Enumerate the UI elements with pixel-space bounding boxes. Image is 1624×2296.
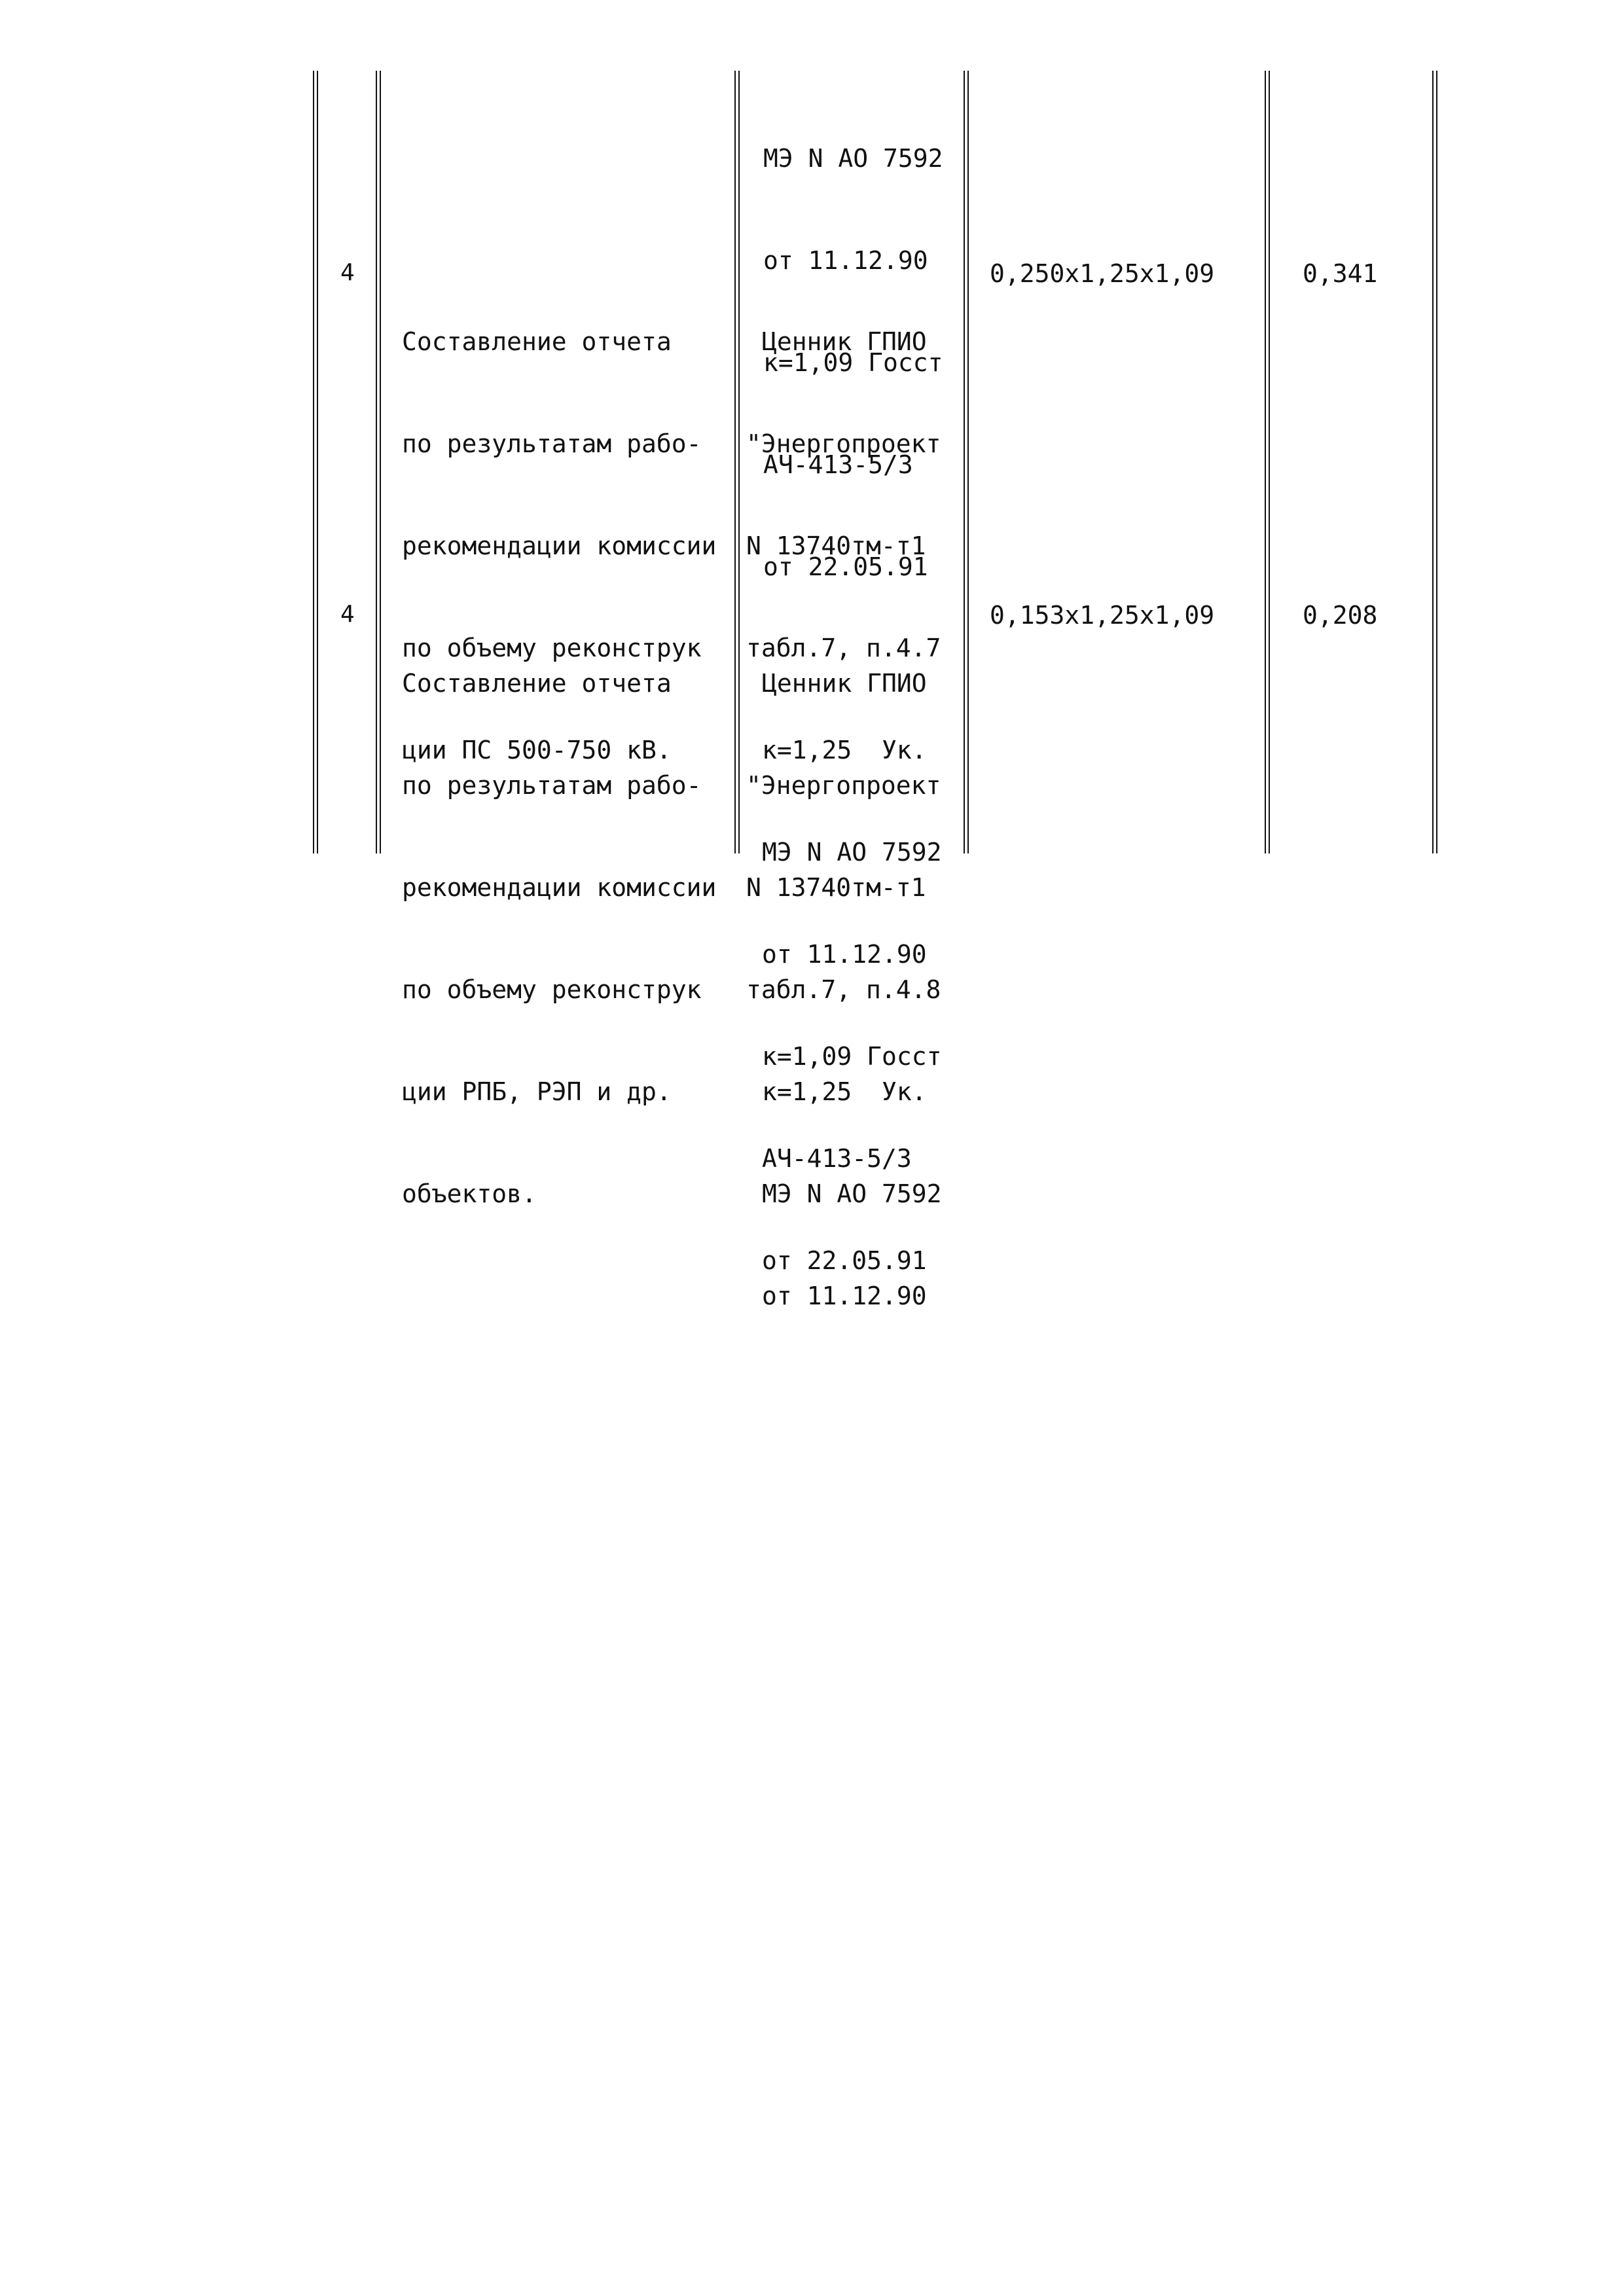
table-row-2-value: 0,208 (1303, 601, 1378, 630)
source-line: к=1,09 Госст (762, 1042, 942, 1071)
table-row-2-source (746, 598, 942, 1381)
table-border-right (1432, 71, 1437, 853)
source-line: "Энергопроект (746, 771, 941, 800)
column-divider-4 (1265, 71, 1270, 853)
table-row-1-number: 4 (340, 259, 355, 286)
source-line: от 11.12.90 (762, 1282, 927, 1310)
description-line: ции ПС 500-750 кВ. (402, 736, 672, 764)
source-line: от 11.12.90 (763, 246, 928, 275)
table-row-1-value: 0,341 (1303, 259, 1378, 288)
source-line: от 22.05.91 (763, 552, 928, 581)
source-line: МЭ N АО 7592 (763, 144, 943, 173)
description-line: по результатам рабо- (402, 771, 702, 800)
source-line: АЧ-413-5/3 (763, 450, 913, 479)
source-line: N 13740тм-т1 (746, 873, 926, 902)
source-line: к=1,25 Ук. (762, 736, 927, 764)
source-line: Ценник ГПИО (762, 669, 927, 698)
description-line: по объему реконструк (402, 975, 702, 1004)
description-line: Составление отчета (402, 327, 672, 356)
description-line: рекомендации комиссии (402, 873, 717, 902)
description-line: Составление отчета (402, 669, 672, 698)
source-line: МЭ N АО 7592 (762, 838, 942, 867)
table-row-1-formula: 0,250x1,25x1,09 (990, 259, 1215, 288)
table-row-2-number: 4 (340, 601, 355, 628)
source-line: от 11.12.90 (762, 940, 927, 969)
source-line: от 22.05.91 (762, 1246, 927, 1275)
table-border-left (313, 71, 318, 853)
source-line: к=1,25 Ук. (762, 1077, 927, 1106)
source-line: N 13740тм-т1 (746, 531, 926, 560)
description-line: по результатам рабо- (402, 429, 702, 458)
source-line: МЭ N АО 7592 (762, 1179, 942, 1208)
source-line: табл.7, п.4.8 (746, 975, 941, 1004)
description-line: объектов. (402, 1179, 537, 1208)
source-line: к=1,09 Госст (763, 348, 943, 377)
source-line: АЧ-413-5/3 (762, 1144, 912, 1173)
description-line: ции РПБ, РЭП и др. (402, 1077, 672, 1106)
column-divider-3 (964, 71, 969, 853)
column-divider-1 (376, 71, 381, 853)
source-line: табл.7, п.4.7 (746, 634, 941, 662)
column-divider-2 (734, 71, 740, 853)
source-line: Ценник ГПИО (762, 327, 927, 356)
table-row-2-description (402, 598, 716, 1279)
description-line: по объему реконструк (402, 634, 702, 662)
source-line: "Энергопроект (746, 429, 941, 458)
description-line: рекомендации комиссии (402, 531, 717, 560)
table-row-2-formula: 0,153x1,25x1,09 (990, 601, 1215, 630)
